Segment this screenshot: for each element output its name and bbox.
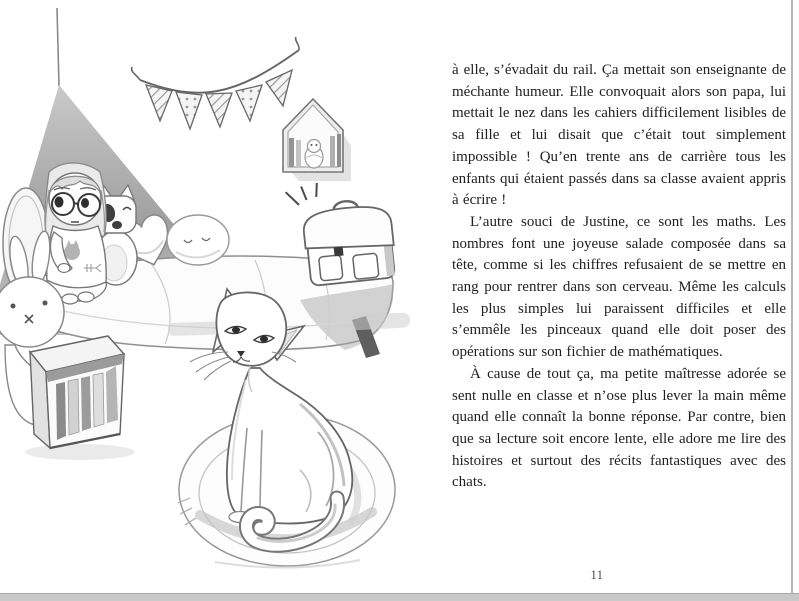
window-bottom-edge	[0, 593, 799, 601]
page-number: 11	[590, 568, 604, 582]
girl-with-glasses	[45, 163, 106, 304]
body-paragraph: à elle, s’évadait du rail. Ça mettait son enseignante de méchante humeur. Elle convoquait alors son papa, lui mettait le nez dans les cahiers difficilement lisibles de sa fille et lui disait que c’était tout simplement impossible ! Qu’en trente ans de carrière tous les enfants qui étaient passés dans sa classe avaient appris à écrire !	[452, 62, 786, 209]
window-right-edge	[791, 0, 793, 593]
bookcase-icon	[25, 336, 135, 460]
right-page	[452, 60, 786, 494]
body-paragraph: À cause de tout ça, ma petite maîtresse adorée se sent nulle en classe et n’ose plus lever la main même quand elle connaît la bonne réponse. Par contre, bien que sa lecture soit encore lente, elle adore me lire des histoires et surtout des récits fantastiques avec des chats.	[452, 365, 786, 491]
body-paragraph: L’autre souci de Justine, ce sont les maths. Les nombres font une joyeuse salade composée dans sa tête, comme si les chiffres refusaient de se mettre en rang pour rentrer dans son cerveau. Même les calculs les plus simples lui paraissent difficiles et elle s’emmêle les pinceaux quand elle doit poser des opérations sur son fichier de mathématiques.	[452, 213, 786, 361]
round-pillow-icon	[167, 215, 229, 265]
house-shelf-icon	[283, 99, 351, 181]
pennant-garland-icon	[132, 37, 300, 129]
